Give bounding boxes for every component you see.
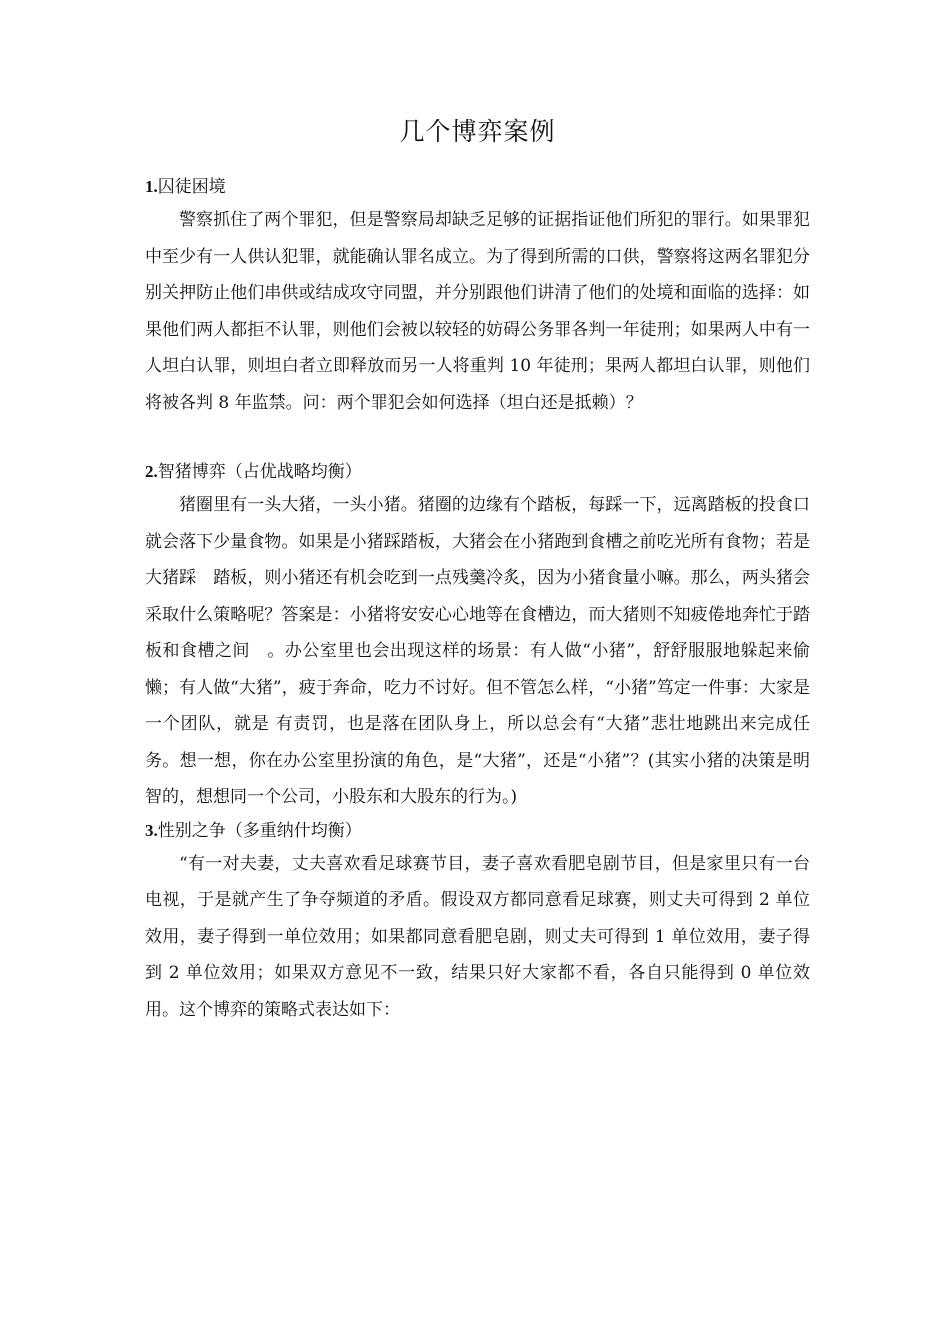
document-page [145, 112, 810, 1028]
section-title: 性别之争（多重纳什均衡） [157, 820, 362, 841]
section-heading-boxed-pigs [145, 457, 810, 487]
section-number: 3. [145, 820, 158, 840]
document-title: 几个博弈案例 [399, 117, 556, 146]
section-number: 2. [145, 462, 158, 481]
section-heading-prisoners-dilemma [145, 172, 810, 202]
section-title: 智猪博弈（占优战略均衡） [157, 462, 362, 482]
section-paragraph-battle-of-sexes: “有一对夫妻，丈夫喜欢看足球赛节目，妻子喜欢看肥皂剧节目，但是家里只有一台电视，于是就产生了争夺频道的矛盾。假设双方都同意看足球赛，则丈夫可得到 2 单位效用，妻子得到一单位效用；如果都同意看肥皂剧，则丈夫可得到 1 单位效用，妻子得到 2 单位效用；如果双方意见不一致，结果只好大家都不看，各自只能得到 0 单位效用。这个博弈的策略式表达如下： [145, 853, 810, 1020]
section-number: 1. [145, 177, 158, 196]
section-heading-battle-of-sexes [145, 816, 810, 846]
section-paragraph-prisoners-dilemma: 警察抓住了两个罪犯，但是警察局却缺乏足够的证据指证他们所犯的罪行。如果罪犯中至少有一人供认犯罪，就能确认罪名成立。为了得到所需的口供，警察将这两名罪犯分别关押防止他们串供或结成攻守同盟，并分别跟他们讲清了他们的处境和面临的选择：如果他们两人都拒不认罪，则他们会被以较轻的妨碍公务罪各判一年徒刑；如果两人中有一人坦白认罪，则坦白者立即释放而另一人将重判 10 年徒刑；果两人都坦白认罪，则他们将被各判 8 年监禁。问：两个罪犯会如何选择（坦白还是抵赖）？ [145, 210, 810, 413]
section-paragraph-boxed-pigs: 猪圈里有一头大猪，一头小猪。猪圈的边缘有个踏板，每踩一下，远离踏板的投食口就会落下少量食物。如果是小猪踩踏板，大猪会在小猪跑到食槽之前吃光所有食物；若是大猪踩 踏板，则小猪还有机会吃到一点残羹冷炙，因为小猪食量小嘛。那么，两头猪会采取什么策略呢？答案是：小猪将安安心心地等在食槽边，而大猪则不知疲倦地奔忙于踏板和食槽之间 。办公室里也会出现这样的场景：有人做“小猪”，舒舒服服地躲起来偷懒；有人做“大猪”，疲于奔命，吃力不讨好。但不管怎么样，“小猪”笃定一件事：大家是一个团队，就是 有责罚，也是落在团队身上，所以总会有“大猪”悲壮地跳出来完成任务。想一想，你在办公室里扮演的角色，是“大猪”，还是“小猪”？(其实小猪的决策是明智的，想想同一个公司，小股东和大股东的行为。) [145, 495, 810, 807]
section-title: 囚徒困境 [157, 177, 226, 197]
